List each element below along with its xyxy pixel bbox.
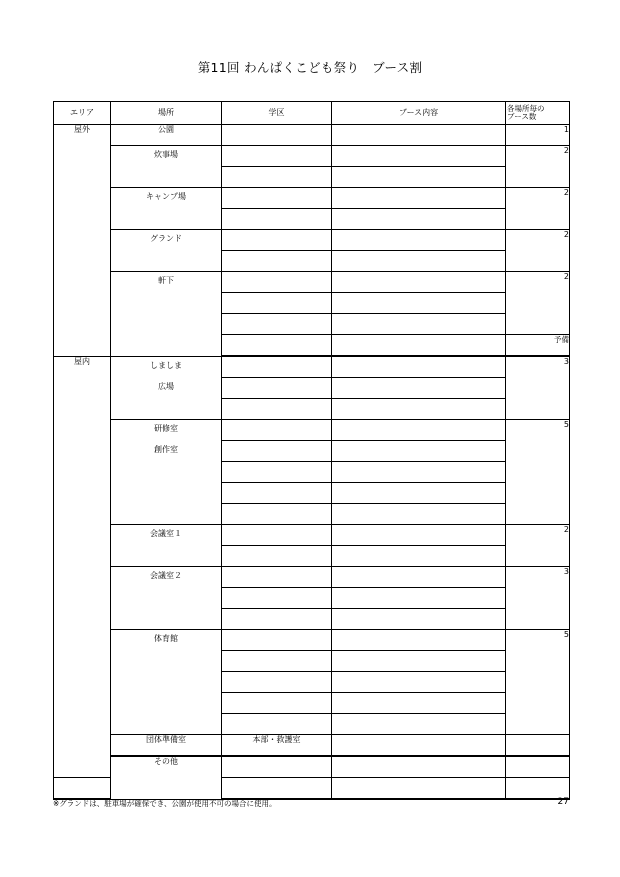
place-park: 公園 <box>111 125 222 146</box>
booth-content-cell[interactable] <box>332 609 506 630</box>
district-cell[interactable] <box>222 546 332 567</box>
district-cell[interactable] <box>222 378 332 399</box>
header-place: 場所 <box>111 102 222 125</box>
booth-content-cell[interactable] <box>332 420 506 441</box>
place-gym <box>111 630 222 735</box>
district-cell[interactable] <box>222 420 332 441</box>
district-cell[interactable] <box>222 314 332 335</box>
booth-content-cell[interactable] <box>332 441 506 462</box>
booth-content-cell[interactable] <box>332 693 506 714</box>
district-cell[interactable] <box>222 293 332 314</box>
count-meeting1: 2 <box>506 525 570 567</box>
table-row <box>54 272 570 293</box>
district-cell[interactable] <box>222 714 332 735</box>
booth-content-cell[interactable] <box>332 378 506 399</box>
place-hiroba-label: 広場 <box>158 381 174 391</box>
district-cell[interactable] <box>222 462 332 483</box>
header-count-line1: 各場所毎の <box>507 104 545 113</box>
booth-content-cell[interactable] <box>332 525 506 546</box>
district-cell[interactable] <box>222 272 332 293</box>
district-cell[interactable] <box>222 188 332 209</box>
place-group-prep: 団体準備室 <box>111 735 222 757</box>
booth-allocation-table <box>53 101 570 800</box>
district-cell[interactable] <box>332 756 506 778</box>
page-title: 第11回 わんぱくこども祭り ブース割 <box>197 60 423 75</box>
district-cell[interactable] <box>222 483 332 504</box>
table-row <box>54 230 570 251</box>
place-kitchen-label: 炊事場 <box>154 150 178 159</box>
area-indoor: 屋内 <box>54 356 111 778</box>
district-cell[interactable] <box>222 588 332 609</box>
place-eaves-label: 軒下 <box>158 276 174 285</box>
booth-content-cell[interactable] <box>332 399 506 420</box>
booth-content-cell[interactable] <box>332 167 506 188</box>
booth-content-cell[interactable] <box>332 230 506 251</box>
place-training <box>111 420 222 525</box>
table-row <box>54 125 570 146</box>
booth-content-cell[interactable] <box>332 335 506 357</box>
booth-content-cell[interactable] <box>332 651 506 672</box>
district-cell[interactable] <box>222 609 332 630</box>
booth-content-cell[interactable] <box>332 630 506 651</box>
place-kitchen <box>111 146 222 188</box>
table-row <box>54 630 570 651</box>
district-cell[interactable] <box>222 209 332 230</box>
place-meeting1 <box>111 525 222 567</box>
booth-content-cell[interactable] <box>332 483 506 504</box>
district-group-prep: 本部・救護室 <box>222 735 332 757</box>
page-number: 27 <box>557 797 569 807</box>
booth-content-cell[interactable] <box>332 735 506 757</box>
header-row <box>54 102 570 125</box>
district-cell[interactable] <box>222 251 332 272</box>
place-meeting2 <box>111 567 222 630</box>
table-row <box>54 756 570 778</box>
place-camp-label: キャンプ場 <box>146 192 186 201</box>
booth-content-cell[interactable] <box>332 125 506 146</box>
district-cell[interactable] <box>222 672 332 693</box>
booth-content-cell[interactable] <box>332 293 506 314</box>
count-cell[interactable] <box>506 735 570 757</box>
booth-content-cell[interactable] <box>332 567 506 588</box>
header-count-line2: ブース数 <box>507 112 537 121</box>
district-cell[interactable] <box>222 778 332 800</box>
count-gym: 5 <box>506 630 570 735</box>
count-ground: 2 <box>506 230 570 272</box>
booth-content-cell[interactable] <box>332 546 506 567</box>
district-cell[interactable] <box>222 441 332 462</box>
table-row <box>54 146 570 167</box>
place-shimashima <box>111 356 222 420</box>
place-ground <box>111 230 222 272</box>
booth-content-cell[interactable] <box>332 504 506 525</box>
count-eaves: 2 <box>506 272 570 335</box>
place-creative-label: 創作室 <box>154 445 178 454</box>
count-shimashima: 3 <box>506 356 570 420</box>
district-cell[interactable] <box>222 525 332 546</box>
booth-content-cell[interactable] <box>332 714 506 735</box>
table-row <box>54 567 570 588</box>
booth-content-cell[interactable] <box>332 356 506 378</box>
count-cell[interactable] <box>506 778 570 800</box>
district-cell[interactable] <box>222 504 332 525</box>
place-camp <box>111 188 222 230</box>
booth-content-cell[interactable] <box>332 188 506 209</box>
booth-content-cell[interactable] <box>332 588 506 609</box>
district-cell[interactable] <box>222 230 332 251</box>
place-eaves <box>111 272 222 357</box>
district-cell[interactable] <box>222 356 332 378</box>
place-cell[interactable] <box>54 778 111 800</box>
district-cell[interactable] <box>222 567 332 588</box>
district-cell[interactable] <box>222 167 332 188</box>
place-cell[interactable] <box>222 756 332 778</box>
header-count <box>506 102 570 125</box>
area-outdoor: 屋外 <box>54 125 111 357</box>
booth-content-cell[interactable] <box>332 314 506 335</box>
count-kitchen: 2 <box>506 146 570 188</box>
table-row <box>54 525 570 546</box>
place-training-label: 研修室 <box>154 424 178 433</box>
booth-content-cell[interactable] <box>332 209 506 230</box>
place-gym-label: 体育館 <box>154 634 178 643</box>
place-meeting2-label: 会議室２ <box>150 571 182 580</box>
footnote: ※グランドは、駐車場が確保でき、公園が使用不可の場合に使用。 <box>53 799 277 808</box>
count-training: 5 <box>506 420 570 525</box>
district-cell[interactable] <box>222 146 332 167</box>
district-cell[interactable] <box>222 335 332 357</box>
count-spare: 予備 <box>506 335 570 357</box>
count-meeting2: 3 <box>506 567 570 630</box>
booth-content-cell[interactable] <box>332 462 506 483</box>
place-meeting1-label: 会議室１ <box>150 529 182 538</box>
header-district: 学区 <box>222 102 332 125</box>
district-cell[interactable] <box>222 693 332 714</box>
header-content: ブース内容 <box>332 102 506 125</box>
place-shimashima-label: しましま <box>150 360 182 370</box>
district-cell[interactable] <box>222 630 332 651</box>
table-row <box>54 356 570 378</box>
booth-content-cell[interactable] <box>332 672 506 693</box>
count-camp: 2 <box>506 188 570 230</box>
table-row <box>54 420 570 441</box>
booth-content-cell[interactable] <box>332 272 506 293</box>
header-area: エリア <box>54 102 111 125</box>
district-cell[interactable] <box>222 651 332 672</box>
booth-content-cell[interactable] <box>332 251 506 272</box>
table-row <box>54 188 570 209</box>
booth-content-cell[interactable] <box>332 778 506 800</box>
place-ground-label: グランド <box>150 234 182 243</box>
district-cell[interactable] <box>222 399 332 420</box>
booth-content-cell[interactable] <box>506 756 570 778</box>
area-other: その他 <box>111 756 222 799</box>
table-row <box>54 735 570 757</box>
district-cell[interactable] <box>222 125 332 146</box>
count-park: 1 <box>506 125 570 146</box>
booth-content-cell[interactable] <box>332 146 506 167</box>
